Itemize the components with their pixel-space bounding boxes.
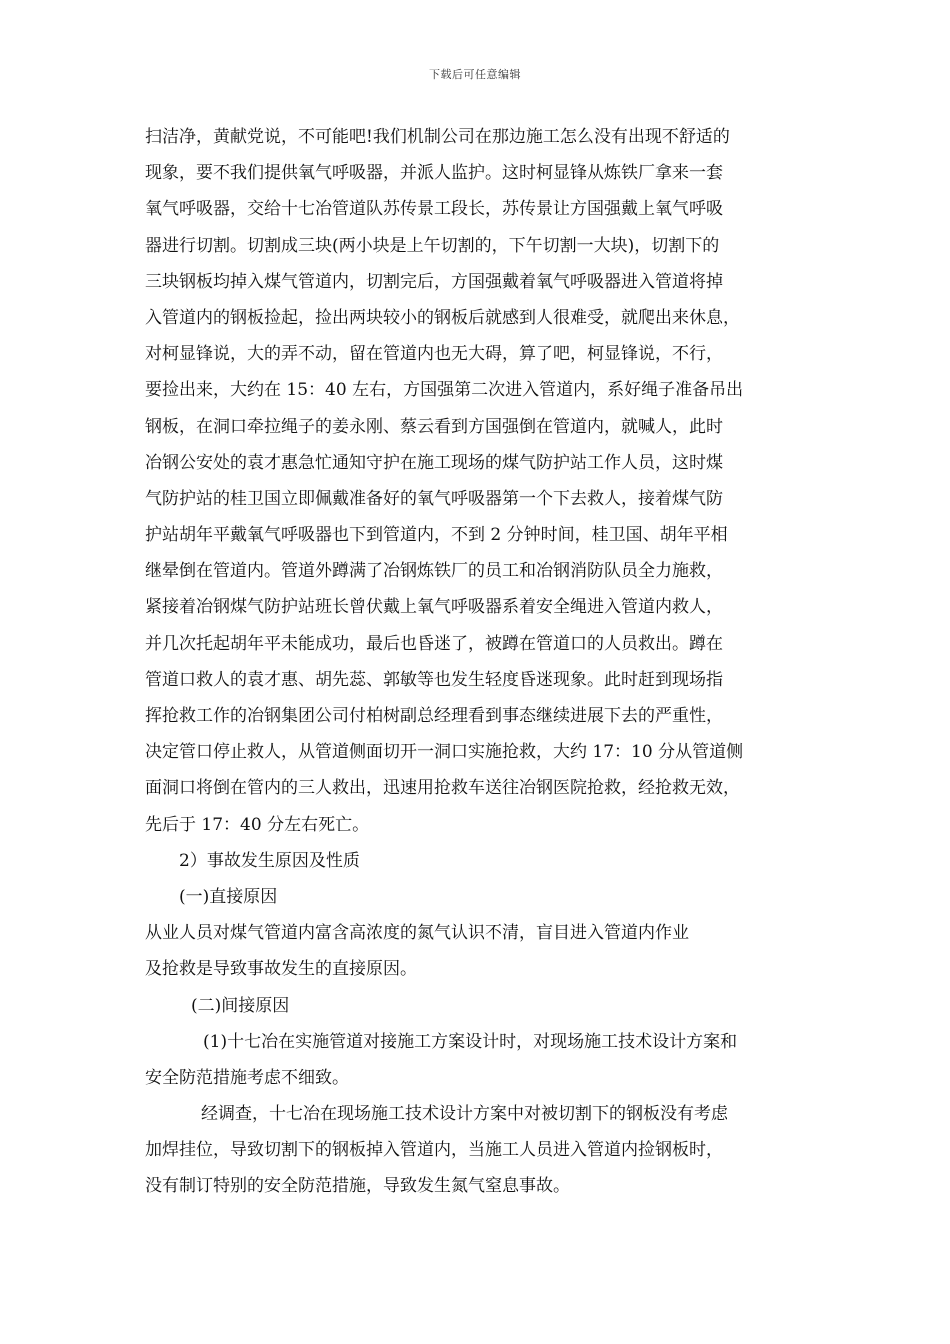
section-heading: 2）事故发生原因及性质: [179, 850, 360, 871]
body-line: 加焊挂位，导致切割下的钢板掉入管道内，当施工人员进入管道内捡钢板时，: [145, 1140, 723, 1161]
subsection-heading: (二)间接原因: [191, 995, 290, 1016]
body-line: 冶钢公安处的袁才惠急忙通知守护在施工现场的煤气防护站工作人员，这时煤: [145, 452, 723, 473]
body-line: 现象，要不我们提供氧气呼吸器，并派人监护。这时柯显锋从炼铁厂拿来一套: [145, 163, 723, 184]
body-line: 没有制订特别的安全防范措施，导致发生氮气窒息事故。: [145, 1176, 570, 1197]
body-line: 从业人员对煤气管道内富含高浓度的氮气认识不清，盲目进入管道内作业: [145, 923, 689, 944]
body-line: 护站胡年平戴氧气呼吸器也下到管道内，不到 2 分钟时间，桂卫国、胡年平相: [145, 525, 728, 546]
page-header: 下载后可任意编辑: [429, 68, 521, 81]
body-line: 入管道内的钢板捡起，捡出两块较小的钢板后就感到人很难受，就爬出来休息，: [145, 307, 740, 328]
body-line: 氧气呼吸器，交给十七冶管道队苏传景工段长，苏传景让方国强戴上氧气呼吸: [145, 199, 723, 220]
body-line: 气防护站的桂卫国立即佩戴准备好的氧气呼吸器第一个下去救人，接着煤气防: [145, 488, 723, 509]
body-line: 经调查，十七冶在现场施工技术设计方案中对被切割下的钢板没有考虑: [201, 1104, 728, 1125]
body-line: 安全防范措施考虑不细致。: [145, 1067, 349, 1088]
body-line: (1)十七冶在实施管道对接施工方案设计时，对现场施工技术设计方案和: [203, 1031, 738, 1052]
document-body: [145, 119, 825, 1205]
body-line: 管道口救人的袁才惠、胡先蕊、郭敏等也发生轻度昏迷现象。此时赶到现场指: [145, 669, 723, 690]
body-line: 三块钢板均掉入煤气管道内，切割完后，方国强戴着氧气呼吸器进入管道将掉: [145, 271, 723, 292]
body-line: 并几次托起胡年平未能成功，最后也昏迷了，被蹲在管道口的人员救出。蹲在: [145, 633, 723, 654]
body-line: 继晕倒在管道内。管道外蹲满了冶钢炼铁厂的员工和冶钢消防队员全力施救，: [145, 561, 723, 582]
body-line: 要捡出来，大约在 15：40 左右，方国强第二次进入管道内，系好绳子准备吊出: [145, 380, 744, 401]
body-line: 对柯显锋说，大的弄不动，留在管道内也无大碍，算了吧，柯显锋说，不行，: [145, 344, 723, 365]
body-line: 紧接着冶钢煤气防护站班长曾伏戴上氧气呼吸器系着安全绳进入管道内救人，: [145, 597, 723, 618]
body-line: 器进行切割。切割成三块(两小块是上午切割的，下午切割一大块)，切割下的: [145, 235, 720, 256]
body-line: 决定管口停止救人，从管道侧面切开一洞口实施抢救，大约 17：10 分从管道侧: [145, 742, 744, 763]
body-line: 面洞口将倒在管内的三人救出，迅速用抢救车送往冶钢医院抢救，经抢救无效，: [145, 778, 740, 799]
body-line: 及抢救是导致事故发生的直接原因。: [145, 959, 417, 980]
subsection-heading: (一)直接原因: [179, 886, 278, 907]
body-line: 先后于 17：40 分左右死亡。: [145, 814, 370, 835]
body-line: 挥抢救工作的冶钢集团公司付柏树副总经理看到事态继续进展下去的严重性，: [145, 706, 723, 726]
body-line: 扫洁净，黄献党说，不可能吧!我们机制公司在那边施工怎么没有出现不舒适的: [145, 127, 730, 147]
body-line: 钢板，在洞口牵拉绳子的姜永刚、蔡云看到方国强倒在管道内，就喊人，此时: [145, 416, 723, 437]
